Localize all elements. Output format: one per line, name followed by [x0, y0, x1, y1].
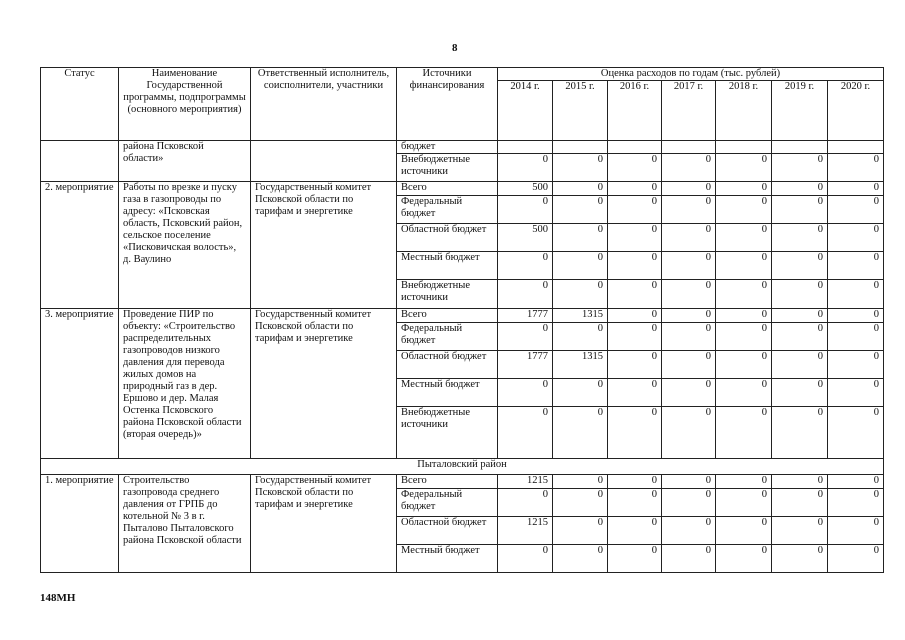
expense-table	[40, 67, 884, 573]
status-cell: 2. мероприятие	[41, 182, 119, 309]
value-cell: 0	[662, 545, 716, 573]
value-cell: 0	[828, 252, 884, 280]
source-cell: Областной бюджет	[397, 517, 498, 545]
header-costs: Оценка расходов по годам (тыс. рублей)	[498, 68, 884, 81]
source-cell: бюджет	[397, 141, 498, 154]
value-cell: 0	[662, 182, 716, 196]
source-cell: Федеральный бюджет	[397, 489, 498, 517]
value-cell: 0	[772, 323, 828, 351]
value-cell: 0	[662, 379, 716, 407]
value-cell: 0	[553, 224, 608, 252]
value-cell: 0	[662, 323, 716, 351]
value-cell	[608, 141, 662, 154]
value-cell: 0	[608, 224, 662, 252]
value-cell: 0	[498, 379, 553, 407]
value-cell: 0	[608, 182, 662, 196]
source-cell: Внебюджетные источники	[397, 154, 498, 182]
value-cell: 0	[772, 351, 828, 379]
value-cell: 0	[716, 252, 772, 280]
header-responsible: Ответственный исполнитель, соисполнители, участники	[251, 68, 397, 141]
value-cell: 0	[716, 280, 772, 309]
value-cell: 0	[828, 280, 884, 309]
status-cell	[41, 141, 119, 182]
value-cell: 0	[553, 545, 608, 573]
value-cell: 0	[553, 154, 608, 182]
value-cell: 0	[716, 224, 772, 252]
value-cell: 0	[716, 351, 772, 379]
value-cell: 0	[716, 379, 772, 407]
responsible-cell: Государственный комитет Псковской области по тарифам и энергетике	[251, 309, 397, 459]
source-cell: Местный бюджет	[397, 252, 498, 280]
source-cell: Федеральный бюджет	[397, 196, 498, 224]
page-number: 8	[452, 42, 458, 54]
header-row	[41, 68, 884, 81]
header-year: 2020 г.	[828, 81, 884, 141]
value-cell: 0	[608, 309, 662, 323]
status-cell: 1. мероприятие	[41, 475, 119, 573]
source-cell: Всего	[397, 309, 498, 323]
value-cell: 0	[553, 517, 608, 545]
value-cell: 0	[828, 154, 884, 182]
value-cell: 0	[662, 407, 716, 459]
value-cell: 0	[662, 224, 716, 252]
value-cell: 0	[662, 517, 716, 545]
responsible-cell	[251, 141, 397, 182]
table-row	[41, 475, 884, 489]
value-cell: 0	[716, 182, 772, 196]
value-cell: 0	[662, 475, 716, 489]
value-cell: 0	[716, 475, 772, 489]
value-cell: 0	[553, 252, 608, 280]
value-cell: 0	[608, 323, 662, 351]
value-cell: 0	[828, 196, 884, 224]
value-cell: 0	[716, 196, 772, 224]
value-cell: 0	[772, 407, 828, 459]
value-cell	[772, 141, 828, 154]
value-cell: 0	[608, 252, 662, 280]
table-row	[41, 141, 884, 154]
value-cell: 1215	[498, 517, 553, 545]
value-cell: 0	[828, 323, 884, 351]
value-cell: 1315	[553, 351, 608, 379]
value-cell: 0	[662, 489, 716, 517]
value-cell: 0	[716, 545, 772, 573]
value-cell	[716, 141, 772, 154]
value-cell: 0	[828, 489, 884, 517]
value-cell: 0	[662, 280, 716, 309]
value-cell: 0	[553, 489, 608, 517]
value-cell: 0	[553, 475, 608, 489]
header-year: 2016 г.	[608, 81, 662, 141]
value-cell: 0	[553, 280, 608, 309]
source-cell: Внебюджетные источники	[397, 407, 498, 459]
value-cell: 0	[608, 196, 662, 224]
status-cell: 3. мероприятие	[41, 309, 119, 459]
value-cell: 1315	[553, 309, 608, 323]
value-cell: 0	[498, 154, 553, 182]
value-cell: 0	[553, 196, 608, 224]
district-row	[41, 459, 884, 475]
header-name: Наименование Государственной программы, подпрограммы (основного мероприятия)	[119, 68, 251, 141]
value-cell: 0	[608, 154, 662, 182]
source-cell: Внебюджетные источники	[397, 280, 498, 309]
value-cell	[498, 141, 553, 154]
value-cell: 0	[716, 407, 772, 459]
value-cell: 1215	[498, 475, 553, 489]
responsible-cell: Государственный комитет Псковской области по тарифам и энергетике	[251, 475, 397, 573]
value-cell: 0	[498, 323, 553, 351]
value-cell: 0	[828, 351, 884, 379]
value-cell: 0	[498, 489, 553, 517]
source-cell: Местный бюджет	[397, 545, 498, 573]
value-cell: 0	[662, 196, 716, 224]
value-cell: 0	[828, 224, 884, 252]
value-cell: 0	[662, 252, 716, 280]
value-cell: 1777	[498, 309, 553, 323]
value-cell: 0	[608, 545, 662, 573]
value-cell: 0	[772, 545, 828, 573]
value-cell: 0	[716, 309, 772, 323]
value-cell: 0	[772, 280, 828, 309]
header-year: 2018 г.	[716, 81, 772, 141]
value-cell: 0	[828, 517, 884, 545]
table-row	[41, 182, 884, 196]
name-cell: района Псковской области»	[119, 141, 251, 182]
value-cell: 0	[662, 351, 716, 379]
header-status: Статус	[41, 68, 119, 141]
value-cell: 0	[716, 154, 772, 182]
value-cell: 0	[608, 407, 662, 459]
value-cell	[828, 141, 884, 154]
value-cell: 0	[772, 154, 828, 182]
value-cell: 0	[608, 475, 662, 489]
value-cell: 500	[498, 224, 553, 252]
value-cell: 0	[498, 545, 553, 573]
name-cell: Строительство газопровода среднего давления от ГРПБ до котельной № 3 в г. Пыталово Пыталовского района Псковской области	[119, 475, 251, 573]
value-cell: 0	[828, 309, 884, 323]
value-cell: 0	[772, 517, 828, 545]
value-cell: 0	[608, 280, 662, 309]
source-cell: Областной бюджет	[397, 224, 498, 252]
value-cell: 0	[608, 351, 662, 379]
value-cell: 0	[716, 323, 772, 351]
value-cell: 0	[716, 517, 772, 545]
header-year: 2015 г.	[553, 81, 608, 141]
header-year: 2019 г.	[772, 81, 828, 141]
value-cell: 0	[553, 182, 608, 196]
value-cell: 0	[553, 407, 608, 459]
value-cell: 0	[828, 545, 884, 573]
value-cell: 0	[716, 489, 772, 517]
value-cell: 0	[608, 379, 662, 407]
source-cell: Всего	[397, 475, 498, 489]
source-cell: Всего	[397, 182, 498, 196]
value-cell: 0	[772, 224, 828, 252]
value-cell: 0	[828, 407, 884, 459]
header-year: 2017 г.	[662, 81, 716, 141]
value-cell	[553, 141, 608, 154]
source-cell: Областной бюджет	[397, 351, 498, 379]
value-cell: 0	[772, 196, 828, 224]
source-cell: Местный бюджет	[397, 379, 498, 407]
value-cell: 0	[608, 489, 662, 517]
responsible-cell: Государственный комитет Псковской области по тарифам и энергетике	[251, 182, 397, 309]
value-cell: 0	[772, 379, 828, 407]
value-cell: 0	[828, 182, 884, 196]
footer-code: 148МН	[40, 592, 76, 604]
value-cell: 1777	[498, 351, 553, 379]
value-cell: 0	[553, 323, 608, 351]
value-cell: 0	[828, 475, 884, 489]
value-cell: 0	[608, 517, 662, 545]
name-cell: Проведение ПИР по объекту: «Строительство распределительных газопроводов низкого давления для перевода жилых домов на природный газ в дер. Ершово и дер. Малая Остенка Псковского района Псковской области (вторая очередь)»	[119, 309, 251, 459]
value-cell: 0	[828, 379, 884, 407]
value-cell: 0	[498, 252, 553, 280]
source-cell: Федеральный бюджет	[397, 323, 498, 351]
value-cell: 0	[498, 407, 553, 459]
value-cell: 0	[498, 196, 553, 224]
value-cell: 0	[662, 154, 716, 182]
table-row	[41, 309, 884, 323]
name-cell: Работы по врезке и пуску газа в газопроводы по адресу: «Псковская область, Псковский район, сельское поселение «Писковичская волость», д. Ваулино	[119, 182, 251, 309]
value-cell: 0	[662, 309, 716, 323]
district-title: Пыталовский район	[41, 459, 884, 475]
value-cell: 0	[772, 489, 828, 517]
value-cell: 0	[772, 182, 828, 196]
value-cell	[662, 141, 716, 154]
value-cell: 0	[772, 252, 828, 280]
value-cell: 0	[553, 379, 608, 407]
value-cell: 500	[498, 182, 553, 196]
header-year: 2014 г.	[498, 81, 553, 141]
value-cell: 0	[772, 309, 828, 323]
value-cell: 0	[772, 475, 828, 489]
header-sources: Источники финансирования	[397, 68, 498, 141]
value-cell: 0	[498, 280, 553, 309]
